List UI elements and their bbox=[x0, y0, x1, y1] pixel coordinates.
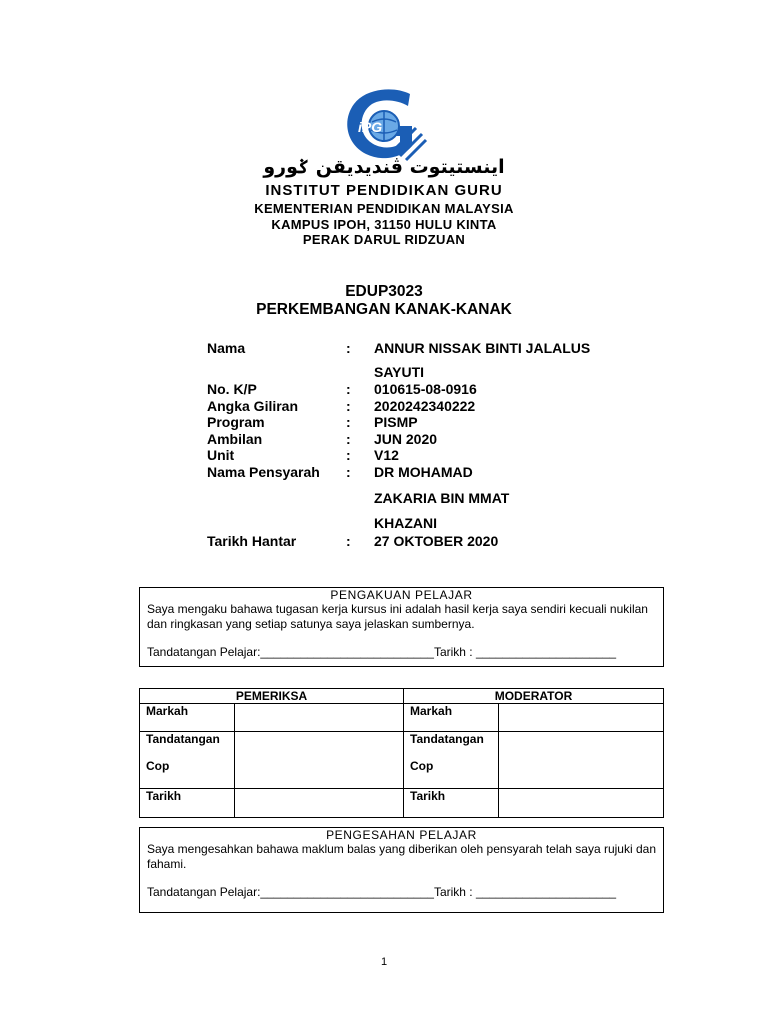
moderator-tandatangan-field[interactable] bbox=[499, 732, 664, 789]
moderator-markah-label: Markah bbox=[404, 704, 499, 732]
tarikh-label: Tarikh Hantar bbox=[207, 533, 297, 549]
svg-text:iPG: iPG bbox=[358, 119, 383, 135]
page-number: 1 bbox=[380, 956, 388, 968]
pengakuan-box bbox=[139, 587, 664, 667]
pensyarah-value-line2: ZAKARIA BIN MMAT bbox=[374, 490, 510, 506]
pemeriksa-tandatangan-field[interactable] bbox=[235, 732, 404, 789]
pemeriksa-header: PEMERIKSA bbox=[140, 689, 404, 704]
unit-value: V12 bbox=[374, 447, 399, 463]
pengakuan-text: Saya mengaku bahawa tugasan kerja kursus ini adalah hasil kerja saya sendiri kecuali nukilan dan ringkasan yang setiap satunya saya jelaskan sumbernya. bbox=[147, 602, 648, 631]
pensyarah-value-line1: DR MOHAMAD bbox=[374, 464, 473, 480]
pengakuan-heading: PENGAKUAN PELAJAR bbox=[330, 588, 473, 602]
ministry-name: KEMENTERIAN PENDIDIKAN MALAYSIA bbox=[254, 201, 514, 216]
separator: : bbox=[346, 340, 351, 356]
moderator-header: MODERATOR bbox=[404, 689, 664, 704]
cop-label: Cop bbox=[410, 759, 434, 773]
separator: : bbox=[346, 398, 351, 414]
tandatangan-row bbox=[140, 732, 664, 789]
pensyarah-label: Nama Pensyarah bbox=[207, 464, 320, 480]
nama-value-line2: SAYUTI bbox=[374, 364, 425, 380]
ipg-logo bbox=[324, 86, 444, 166]
program-label: Program bbox=[207, 414, 265, 430]
pemeriksa-tarikh-field[interactable] bbox=[235, 789, 404, 818]
moderator-markah-field[interactable] bbox=[499, 704, 664, 732]
ambilan-label: Ambilan bbox=[207, 431, 263, 447]
pensyarah-value-line3: KHAZANI bbox=[374, 515, 437, 531]
moderator-tarikh-label: Tarikh bbox=[404, 789, 499, 818]
pemeriksa-markah-field[interactable] bbox=[235, 704, 404, 732]
separator: : bbox=[346, 414, 351, 430]
moderator-tandatangan-label bbox=[404, 732, 499, 789]
jawi-institute-name: اينستيتوت ڤنديديقن ݢورو bbox=[263, 156, 505, 178]
evaluation-table bbox=[139, 688, 664, 818]
nama-value-line1: ANNUR NISSAK BINTI JALALUS bbox=[374, 340, 591, 356]
markah-row bbox=[140, 704, 664, 732]
table-header-row bbox=[140, 689, 664, 704]
campus-address: KAMPUS IPOH, 31150 HULU KINTA bbox=[271, 217, 497, 232]
pemeriksa-tandatangan-label bbox=[140, 732, 235, 789]
kp-value: 010615-08-0916 bbox=[374, 381, 477, 397]
giliran-label: Angka Giliran bbox=[207, 398, 299, 414]
separator: : bbox=[346, 447, 351, 463]
institute-name: INSTITUT PENDIDIKAN GURU bbox=[265, 182, 503, 199]
pengesahan-heading: PENGESAHAN PELAJAR bbox=[326, 828, 477, 842]
giliran-value: 2020242340222 bbox=[374, 398, 476, 414]
tandatangan-label: Tandatangan bbox=[410, 732, 484, 746]
ambilan-value: JUN 2020 bbox=[374, 431, 438, 447]
pengakuan-signature-line: Tandatangan Pelajar:__________________________Tarikh : _____________________ bbox=[147, 645, 617, 659]
nama-label: Nama bbox=[207, 340, 246, 356]
unit-label: Unit bbox=[207, 447, 235, 463]
tarikh-value: 27 OKTOBER 2020 bbox=[374, 533, 499, 549]
moderator-tarikh-field[interactable] bbox=[499, 789, 664, 818]
pengesahan-text: Saya mengesahkan bahawa maklum balas yang diberikan oleh pensyarah telah saya rujuki dan fahami. bbox=[147, 842, 656, 871]
tarikh-row bbox=[140, 789, 664, 818]
pemeriksa-tarikh-label: Tarikh bbox=[140, 789, 235, 818]
course-code: EDUP3023 bbox=[345, 283, 423, 300]
kp-label: No. K/P bbox=[207, 381, 257, 397]
separator: : bbox=[346, 464, 351, 480]
separator: : bbox=[346, 431, 351, 447]
tandatangan-label: Tandatangan bbox=[146, 732, 220, 746]
pengesahan-box bbox=[139, 827, 664, 913]
course-title: PERKEMBANGAN KANAK-KANAK bbox=[256, 301, 512, 318]
separator: : bbox=[346, 381, 351, 397]
program-value: PISMP bbox=[374, 414, 418, 430]
pengesahan-signature-line: Tandatangan Pelajar:__________________________Tarikh : _____________________ bbox=[147, 885, 617, 899]
separator: : bbox=[346, 533, 351, 549]
pemeriksa-markah-label: Markah bbox=[140, 704, 235, 732]
cop-label: Cop bbox=[146, 759, 170, 773]
state-address: PERAK DARUL RIDZUAN bbox=[302, 232, 466, 247]
